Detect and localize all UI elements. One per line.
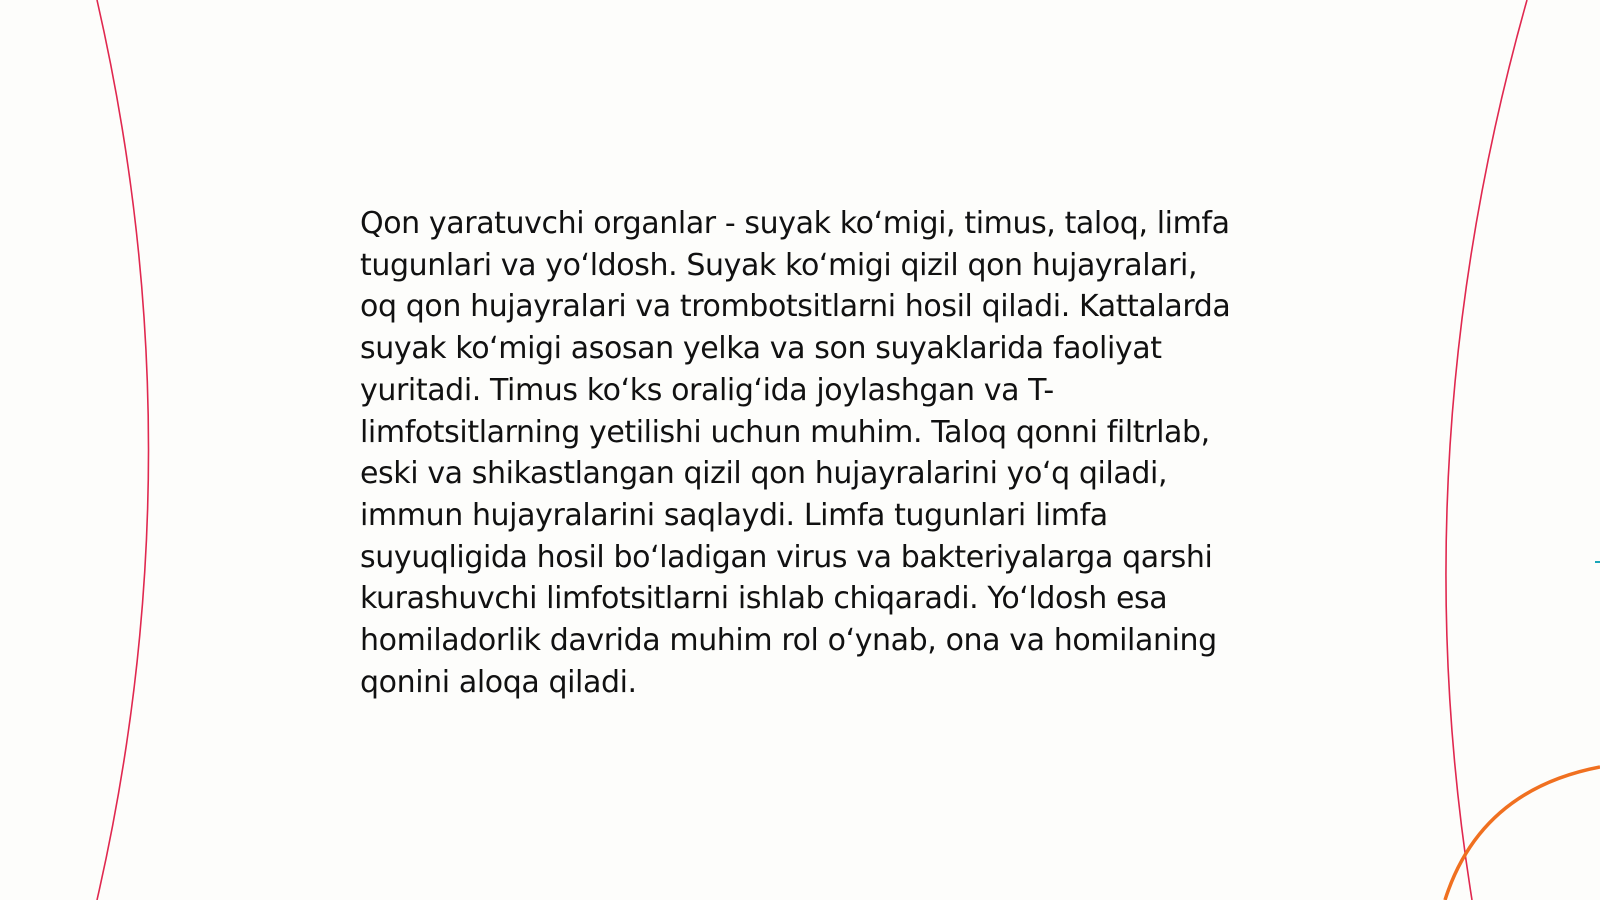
slide-body-text: Qon yaratuvchi organlar - suyak ko‘migi, timus, taloq, limfa tugunlari va yo‘ldosh. Suyak ko‘migi qizil qon hujayralari, oq qon hujayralari va trombotsitlarni hosil qiladi. Kattalarda suyak ko‘migi asosan yelka va son suyaklarida faoliyat yuritadi. Timus ko‘ks oralig‘ida joylashgan va T-limfotsitlarning yetilishi uchun muhim. Taloq qonni filtrlab, eski va shikastlangan qizil qon hujayralarini yo‘q qiladi, immun hujayralarini saqlaydi. Limfa tugunlari limfa suyuqligida hosil bo‘ladigan virus va bakteriyalarga qarshi kurashuvchi limfotsitlarni ishlab chiqaradi. Yo‘ldosh esa homiladorlik davrida muhim rol o‘ynab, ona va homilaning qonini aloqa qiladi. xyxy=(360,206,1231,700)
left-curve-line xyxy=(97,0,149,900)
right-curve-line xyxy=(1446,0,1527,900)
